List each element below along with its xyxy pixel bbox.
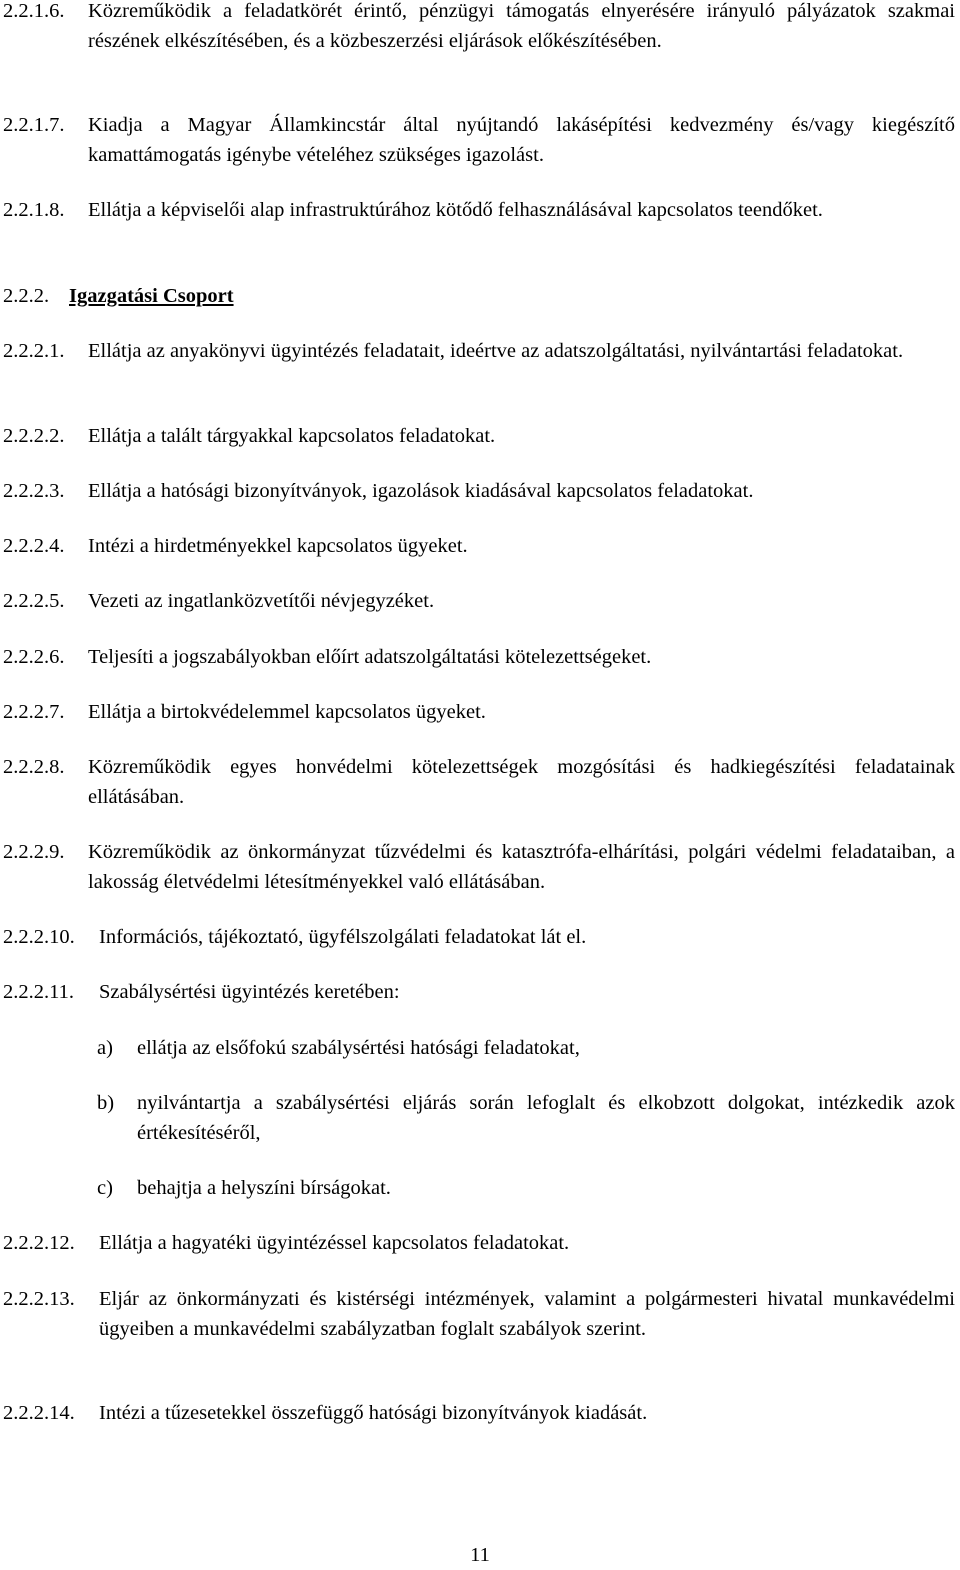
item-text: Kiadja a Magyar Államkincstár által nyújtandó lakásépítési kedvezmény és/vagy kiegészítő kamattámogatás igénybe vételéhez szükséges igazolást. [88, 114, 955, 166]
item-text: Közreműködik a feladatkörét érintő, pénzügyi támogatás elnyerésére irányuló pályázatok szakmai részének elkészítésében, és a közbeszerzési eljárások előkészítésében. [88, 0, 955, 52]
item-number: 2.2.2.13. [3, 1288, 75, 1310]
list-item [3, 1284, 955, 1344]
sub-item-text: behajtja a helyszíni bírságokat. [137, 1177, 391, 1199]
item-number: 2.2.1.6. [3, 0, 65, 22]
list-item [3, 752, 955, 812]
item-text: Ellátja a birtokvédelemmel kapcsolatos ügyeket. [88, 701, 486, 723]
item-number: 2.2.2.5. [3, 590, 65, 612]
item-text: Intézi a hirdetményekkel kapcsolatos ügyeket. [88, 535, 468, 557]
item-text: Ellátja a talált tárgyakkal kapcsolatos feladatokat. [88, 425, 496, 447]
list-item [3, 977, 955, 1007]
item-text: Információs, tájékoztató, ügyfélszolgálati feladatokat lát el. [99, 926, 587, 948]
section-heading [3, 281, 955, 311]
item-number: 2.2.2.3. [3, 480, 65, 502]
list-item [3, 586, 955, 616]
sub-item-text: nyilvántartja a szabálysértési eljárás során lefoglalt és elkobzott dolgokat, intézkedik azok értékesítéséről, [137, 1092, 955, 1144]
item-text: Teljesíti a jogszabályokban előírt adatszolgáltatási kötelezettségeket. [88, 646, 652, 668]
page-number: 11 [470, 1544, 490, 1566]
list-item [3, 336, 955, 366]
list-item [3, 922, 955, 952]
list-item [3, 837, 955, 897]
item-number: 2.2.2.2. [3, 425, 65, 447]
item-text: Eljár az önkormányzati és kistérségi intézmények, valamint a polgármesteri hivatal munkavédelmi ügyeiben a munkavédelmi szabályzatban foglalt szabályok szerint. [99, 1288, 955, 1340]
item-text: Közreműködik egyes honvédelmi kötelezettségek mozgósítási és hadkiegészítési feladatainak ellátásában. [88, 756, 955, 808]
item-text: Intézi a tűzesetekkel összefüggő hatósági bizonyítványok kiadását. [99, 1402, 648, 1424]
sub-item-letter: c) [97, 1177, 113, 1199]
sub-list-item [97, 1088, 955, 1148]
item-number: 2.2.2.7. [3, 701, 65, 723]
item-number: 2.2.2.1. [3, 340, 65, 362]
list-item [3, 110, 955, 170]
item-number: 2.2.2.6. [3, 646, 65, 668]
section-title: Igazgatási Csoport [69, 285, 234, 307]
sub-item-letter: b) [97, 1092, 115, 1114]
item-text: Szabálysértési ügyintézés keretében: [99, 981, 400, 1003]
item-number: 2.2.2.12. [3, 1232, 75, 1254]
item-number: 2.2.2.9. [3, 841, 65, 863]
item-text: Közreműködik az önkormányzat tűzvédelmi és katasztrófa-elhárítási, polgári védelmi feladataiban, a lakosság életvédelmi létesítményekkel való ellátásában. [88, 841, 955, 893]
item-number: 2.2.2.8. [3, 756, 65, 778]
item-text: Ellátja a képviselői alap infrastruktúrához kötődő felhasználásával kapcsolatos teendőket. [88, 199, 823, 221]
item-number: 2.2.2.14. [3, 1402, 75, 1424]
item-text: Ellátja a hatósági bizonyítványok, igazolások kiadásával kapcsolatos feladatokat. [88, 480, 754, 502]
list-item [3, 0, 955, 56]
sub-item-letter: a) [97, 1037, 113, 1059]
item-number: 2.2.1.7. [3, 114, 65, 136]
list-item [3, 531, 955, 561]
list-item [3, 476, 955, 506]
item-number: 2.2.1.8. [3, 199, 65, 221]
item-text: Ellátja az anyakönyvi ügyintézés feladatait, ideértve az adatszolgáltatási, nyilvántartási feladatokat. [88, 340, 904, 362]
section-number: 2.2.2. [3, 285, 50, 307]
list-item [3, 195, 955, 225]
item-text: Vezeti az ingatlanközvetítői névjegyzéket. [88, 590, 435, 612]
sub-list-item [97, 1033, 955, 1063]
sub-item-text: ellátja az elsőfokú szabálysértési hatósági feladatokat, [137, 1037, 580, 1059]
list-item [3, 421, 955, 451]
list-item [3, 642, 955, 672]
item-text: Ellátja a hagyatéki ügyintézéssel kapcsolatos feladatokat. [99, 1232, 570, 1254]
list-item [3, 1228, 955, 1258]
list-item [3, 697, 955, 727]
sub-list-item [97, 1173, 955, 1203]
item-number: 2.2.2.11. [3, 981, 74, 1003]
item-number: 2.2.2.4. [3, 535, 65, 557]
list-item [3, 1398, 955, 1428]
item-number: 2.2.2.10. [3, 926, 75, 948]
